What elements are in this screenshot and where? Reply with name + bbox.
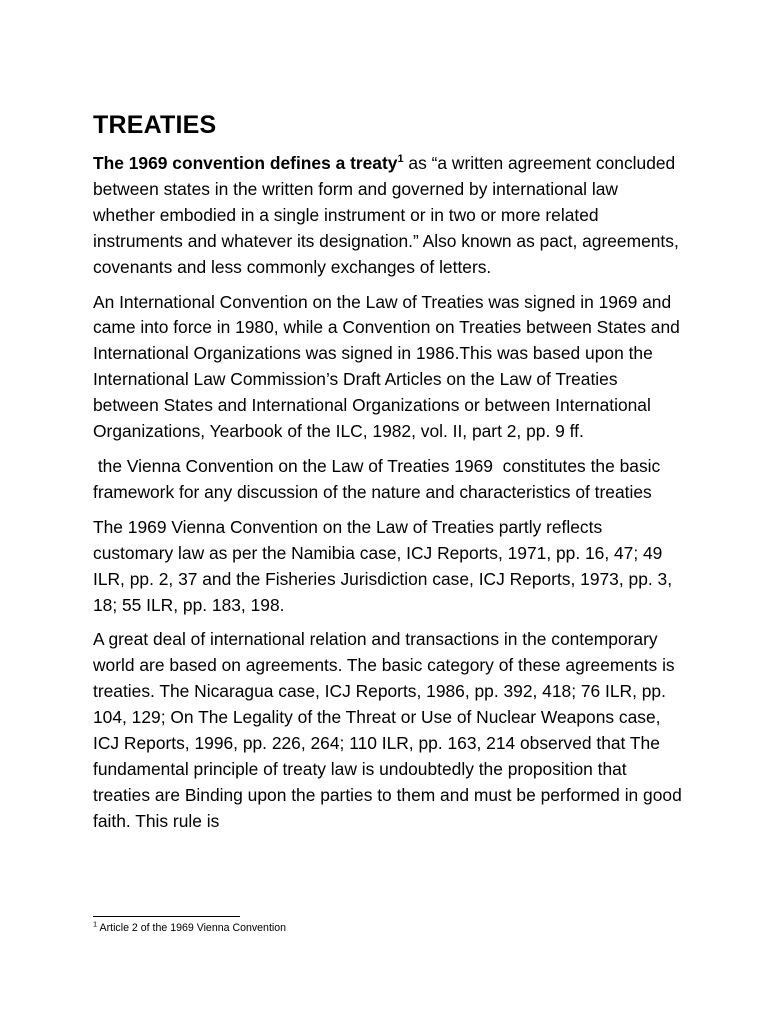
footnote-text: Article 2 of the 1969 Vienna Convention <box>97 922 287 934</box>
paragraph-conventions: An International Convention on the Law of Treaties was signed in 1969 and came into force in 1980, while a Convention on Treaties between States and International Organizations was signed in 1986.This was based upon the International Law Commission’s Draft Articles on the Law of Treaties between States and International Organizations or between International Organizations, Yearbook of the ILC, 1982, vol. II, part 2, pp. 9 ff. <box>93 291 680 442</box>
paragraph-agreements: A great deal of international relation and transactions in the contemporary world are based on agreements. The basic category of these agreements is treaties. The Nicaragua case, ICJ Reports, 1986, pp. 392, 418; 76 ILR, pp. 104, 129; On The Legality of the Threat or Use of Nuclear Weapons case, ICJ Reports, 1996, pp. 226, 264; 110 ILR, pp. 163, 214 observed that The fundamental principle of treaty law is undoubtedly the proposition that treaties are Binding upon the parties to them and must be performed in good faith. This rule is <box>93 629 682 831</box>
paragraph-customary-law: The 1969 Vienna Convention on the Law of Treaties partly reflects customary law as per the Namibia case, ICJ Reports, 1971, pp. 16, 47; 49 ILR, pp. 2, 37 and the Fisheries Jurisdiction case, ICJ Reports, 1973, pp. 3, 18; 55 ILR, pp. 183, 198. <box>93 516 673 615</box>
footnote <box>93 921 286 935</box>
footnote-separator <box>93 916 240 917</box>
definition-text: as “a written agreement concluded between states in the written form and governed by international law whether embodied in a single instrument or in two or more related instruments and whatever its designation.” Also known as pact, agreements, covenants and less commonly exchanges of letters. <box>93 153 679 277</box>
paragraph-framework: the Vienna Convention on the Law of Treaties 1969 constitutes the basic framework for any discussion of the nature and characteristics of treaties <box>93 455 666 502</box>
page-title: TREATIES <box>93 111 217 139</box>
definition-lead: The 1969 convention defines a treaty <box>93 153 398 173</box>
paragraph-definition <box>93 151 683 281</box>
footnote-marker: 1 <box>93 919 98 929</box>
footnote-reference[interactable]: 1 <box>397 153 404 166</box>
document-body <box>93 108 683 844</box>
